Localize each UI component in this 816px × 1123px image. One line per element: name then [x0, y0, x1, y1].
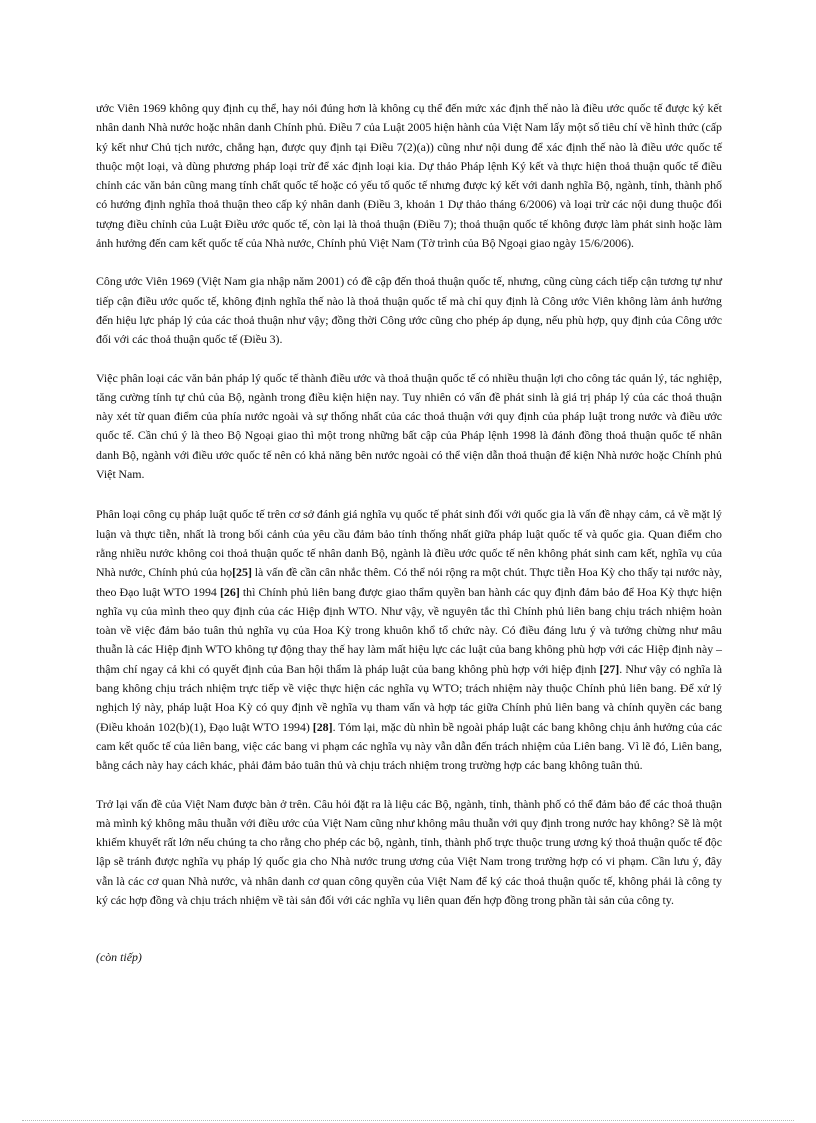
paragraph-text: ước Viên 1969 không quy định cụ thể, hay nói đúng hơn là không cụ thể đến mức xác định thế nào là điều ước quốc tế được ký kết nhân danh Nhà nước hoặc nhân danh Chính phủ. Điều 7 của Luật 2005 hiện hành của Việt Nam lấy một số tiêu chí về hình thức (cấp ký kết như Chủ tịch nước, chẳng hạn, được quy định tại Điều 7(2)(a)) cũng như nội dung để xác định thế nào là điều ước quốc tế thuộc một loại, và dùng phương pháp loại trừ để xác định loại kia. Dự thảo Pháp lệnh Ký kết và thực hiện thoả thuận quốc tế điều chỉnh các văn bản cũng mang tính chất quốc tế hoặc có yếu tố quốc tế nhưng được ký kết với danh nghĩa Bộ, ngành, tỉnh, thành phố có hướng định nghĩa thoả thuận theo cấp ký nhân danh (Điều 3, khoản 1 Dự thảo tháng 6/2006) và loại trừ các nội dung thuộc đối tượng điều chỉnh của Luật Điều ước quốc tế, còn lại là thoả thuận (Điều 7); thoả thuận quốc tế không được làm phát sinh hoặc làm ảnh hưởng đến cam kết quốc tế của Nhà nước, Chính phủ Việt Nam (Tờ trình của Bộ Ngoại giao ngày 15/6/2006).: [96, 101, 722, 251]
paragraph-text: Trở lại vấn đề của Việt Nam được bàn ở trên. Câu hỏi đặt ra là liệu các Bộ, ngành, tỉnh, thành phố có thể đảm bảo để các thoả thuận mà mình ký không mâu thuẫn với điều ước của Việt Nam cũng như không mâu thuẫn với quy định trong nước hay không? Sẽ là một khiếm khuyết rất lớn nếu chúng ta cho rằng cho phép các bộ, ngành, tỉnh, thành phố trực thuộc trung ương ký thoả thuận quốc tế độc lập sẽ tránh được nghĩa vụ pháp lý quốc gia cho Nhà nước trung ương của Việt Nam trong trường hợp có vi phạm. Cần lưu ý, đây vẫn là các cơ quan Nhà nước, và nhân danh cơ quan công quyền của Việt Nam để ký các thoả thuận quốc tế, không phải là công ty ký các hợp đồng và chịu trách nhiệm về tài sản đối với các nghĩa vụ liên quan đến hợp đồng trong phần tài sản của công ty.: [96, 796, 722, 907]
paragraph-text: là vấn đề cần cân nhắc thêm. Có thể nói rộng ra một chút. Thực tiễn Hoa Kỳ cho thấy tại nước này, theo Đạo luật WTO 1994: [96, 565, 722, 599]
footnote-ref-28[interactable]: [28]: [312, 719, 333, 734]
paragraph-text: . Như vậy có nghĩa là bang không chịu trách nhiệm trực tiếp về việc thực hiện các nghĩa vụ WTO; trách nhiệm này thuộc Chính phủ liên bang. Để xử lý nghịch lý này, pháp luật Hoa Kỳ có quy định về nghĩa vụ tham vấn và hợp tác giữa Chính phủ liên bang và chính quyền các bang (Điều khoản 102(b)(1), Đạo luật WTO 1994): [96, 661, 723, 734]
paragraph-treaty-definition: [96, 99, 722, 253]
paragraph-vienna-convention: [96, 272, 722, 349]
paragraph-text: . Tóm lại, mặc dù nhìn bề ngoài pháp luật các bang không chịu ảnh hưởng của các cam kết quốc tế của liên bang, việc các bang vi phạm các nghĩa vụ này vẫn dẫn đến trách nhiệm của Liên bang. Vì lẽ đó, Liên bang, bằng cách này hay cách khác, phải đảm bảo tuân thủ và chịu trách nhiệm trong trường hợp các bang không tuân thủ.: [96, 719, 722, 773]
paragraph-text: Việc phân loại các văn bản pháp lý quốc tế thành điều ước và thoả thuận quốc tế có nhiều thuận lợi cho công tác quản lý, tác nghiệp, tăng cường tính tự chủ của Bộ, ngành trong điều kiện hiện nay. Tuy nhiên có vấn đề phát sinh là giá trị pháp lý của các thoả thuận này xét từ quan điểm của phía nước ngoài và sự thống nhất của các thoả thuận với quy định của pháp luật trong nước và điều ước quốc tế. Cần chú ý là theo Bộ Ngoại giao thì một trong những bất cập của Pháp lệnh 1998 là đánh đồng thoả thuận quốc tế nhân danh Bộ, ngành với điều ước quốc tế nên có khả năng bên nước ngoài có thể viện dẫn thoả thuận để kiện Nhà nước hoặc Chính phủ Việt Nam.: [96, 370, 722, 482]
paragraph-text: Phân loại công cụ pháp luật quốc tế trên cơ sở đánh giá nghĩa vụ quốc tế phát sinh đối với quốc gia là vấn đề nhạy cảm, cả về mặt lý luận và thực tiễn, nhất là trong bối cảnh của yêu cầu đảm bảo tính thống nhất giữa pháp luật quốc tế và quốc gia. Quan điểm cho rằng nhiều nước không coi thoả thuận quốc tế nhân danh Bộ, ngành là điều ước quốc tế nên không phát sinh cam kết, nghĩa vụ của Nhà nước, Chính phủ của họ: [96, 507, 722, 580]
paragraph-vietnam-issue: [96, 795, 722, 911]
continued-label: (còn tiếp): [96, 950, 142, 965]
paragraph-text: Công ước Viên 1969 (Việt Nam gia nhập năm 2001) có đề cập đến thoả thuận quốc tế, nhưng, cũng cùng cách tiếp cận tương tự như tiếp cận điều ước quốc tế, không định nghĩa thế nào là thoả thuận quốc tế mà chỉ quy định là Công ước Viên không làm ảnh hưởng đến hiệu lực pháp lý của các thoả thuận như vậy; đồng thời Công ước cũng cho phép áp dụng, nếu phù hợp, quy định của Công ước đối với các thoả thuận quốc tế (Điều 3).: [96, 274, 722, 347]
document-body: [96, 99, 722, 967]
paragraph-us-practice: [96, 505, 722, 775]
page-bottom-divider: [22, 1120, 794, 1121]
footnote-ref-26[interactable]: [26]: [219, 584, 240, 599]
paragraph-classification: [96, 369, 722, 485]
footnote-ref-25[interactable]: [25]: [232, 565, 252, 580]
paragraph-text: thì Chính phủ liên bang được giao thẩm quyền ban hành các quy định đảm bảo để Hoa Kỳ thực hiện nghĩa vụ của mình theo quy định của các Hiệp định WTO. Như vậy, về nguyên tắc thì Chính phủ liên bang chịu trách nhiệm hoàn toàn về việc đảm bảo tuân thủ nghĩa vụ của Hoa Kỳ trong khuôn khổ tổ chức này. Có điều đáng lưu ý và tưởng chừng như mâu thuẫn là các Hiệp định WTO không tự động thay thế hay làm mất hiệu lực các luật của bang không phù hợp với các Hiệp định này – thậm chí ngay cả khi có quyết định của Ban hội thẩm là pháp luật của bang không phù hợp với hiệp định: [96, 584, 722, 676]
footnote-ref-27[interactable]: [27]: [599, 661, 620, 676]
